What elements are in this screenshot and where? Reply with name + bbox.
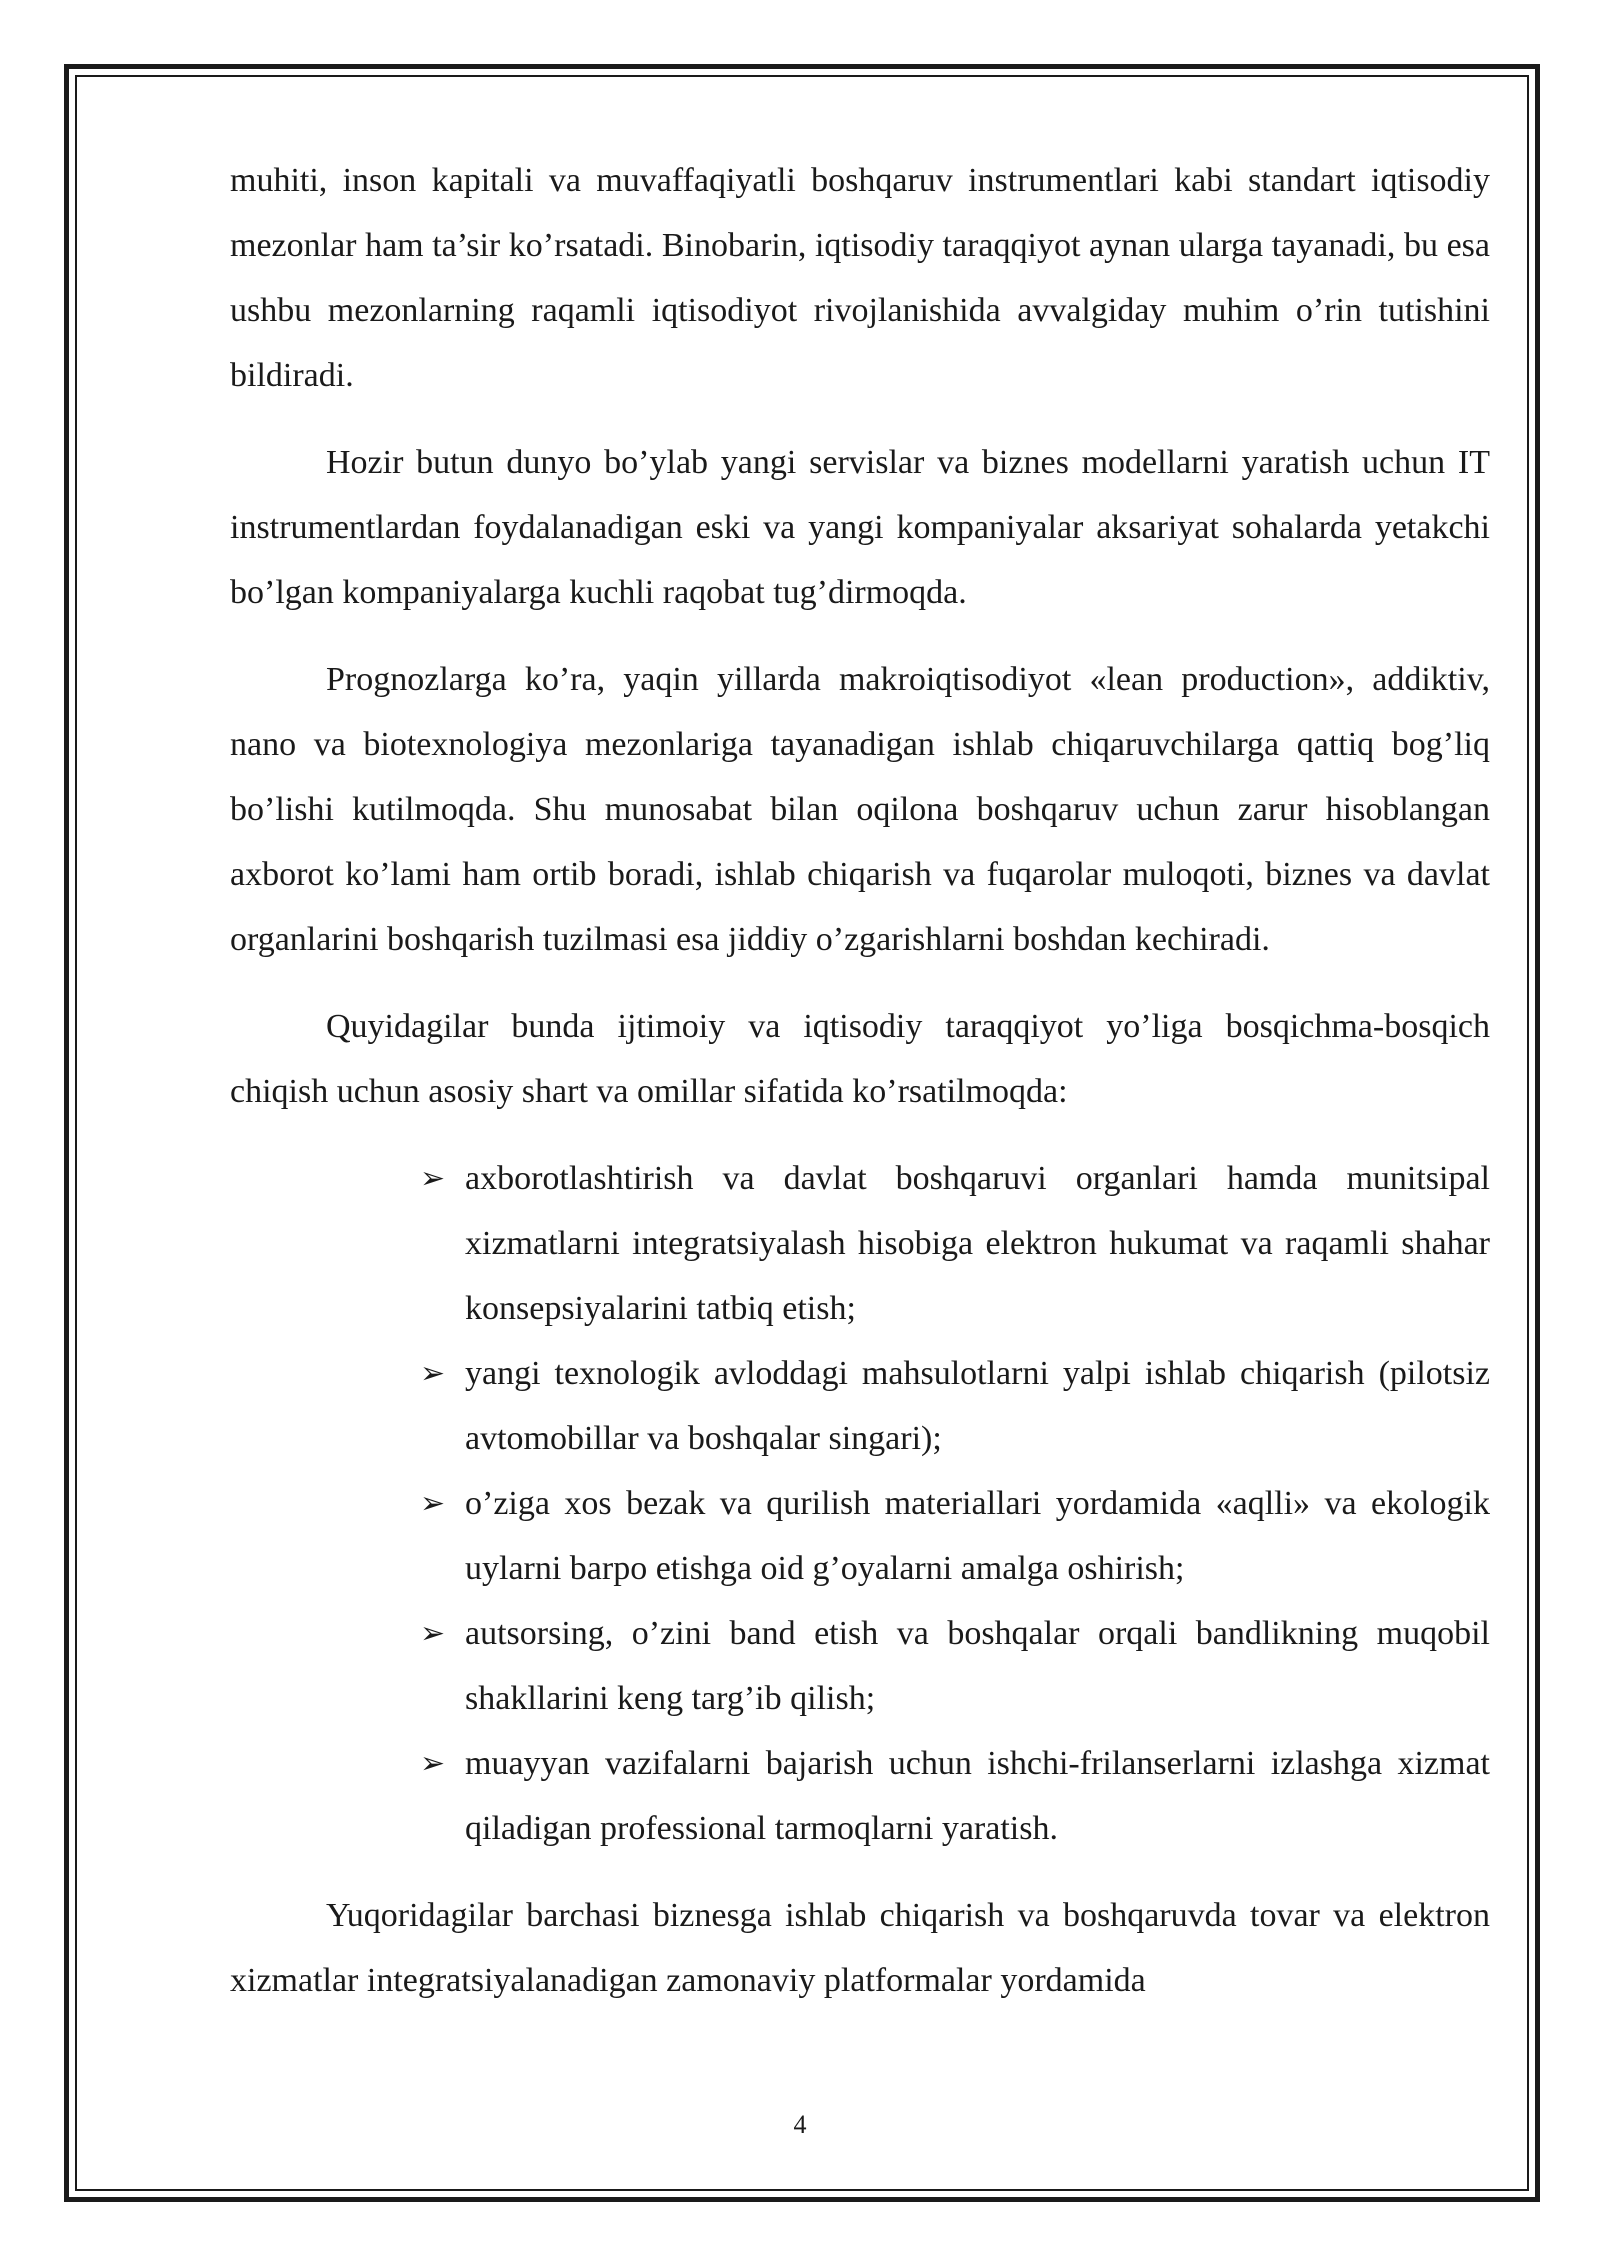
document-body [230, 148, 1490, 2035]
arrow-bullet-icon: ➢ [420, 1356, 446, 1391]
paragraph-conditions-intro: Quyidagilar bunda ijtimoiy va iqtisodiy taraqqiyot yo’liga bosqichma-bosqich chiqish uchun asosiy shart va omillar sifatida ko’rsatilmoqda: [230, 1008, 1490, 1110]
list-item [422, 1341, 1490, 1471]
arrow-bullet-icon: ➢ [420, 1486, 446, 1521]
list-item-text: muayyan vazifalarni bajarish uchun ishchi-frilanserlarni izlashga xizmat qiladigan professional tarmoqlarni yaratish. [465, 1745, 1490, 1847]
arrow-bullet-icon: ➢ [420, 1616, 446, 1651]
arrow-bullet-icon: ➢ [420, 1161, 446, 1196]
page-number: 4 [793, 2110, 807, 2139]
paragraph-continuation: muhiti, inson kapitali va muvaffaqiyatli boshqaruv instrumentlari kabi standart iqtisodiy mezonlar ham ta’sir ko’rsatadi. Binobarin, iqtisodiy taraqqiyot aynan ularga tayanadi, bu esa ushbu mezonlarning raqamli iqtisodiyot rivojlanishida avvalgiday muhim o’rin tutishini bildiradi. [230, 162, 1490, 394]
arrow-bullet-icon: ➢ [420, 1746, 446, 1781]
list-item [422, 1146, 1490, 1341]
list-item-text: yangi texnologik avloddagi mahsulotlarni yalpi ishlab chiqarish (pilotsiz avtomobillar va boshqalar singari); [465, 1355, 1490, 1457]
paragraph-it-competition: Hozir butun dunyo bo’ylab yangi servislar va biznes modellarni yaratish uchun IT instrumentlardan foydalanadigan eski va yangi kompaniyalar aksariyat sohalarda yetakchi bo’lgan kompaniyalarga kuchli raqobat tug’dirmoqda. [230, 444, 1490, 611]
paragraph-closing: Yuqoridagilar barchasi biznesga ishlab chiqarish va boshqaruvda tovar va elektron xizmatlar integratsiyalanadigan zamonaviy platformalar yordamida [230, 1897, 1490, 1999]
list-item-text: o’ziga xos bezak va qurilish materiallari yordamida «aqlli» va ekologik uylarni barpo etishga oid g’oyalarni amalga oshirish; [465, 1485, 1490, 1587]
list-item [422, 1731, 1490, 1861]
list-item [422, 1471, 1490, 1601]
list-item-text: autsorsing, o’zini band etish va boshqalar orqali bandlikning muqobil shakllarini keng targ’ib qilish; [465, 1615, 1490, 1717]
list-item-text: axborotlashtirish va davlat boshqaruvi organlari hamda munitsipal xizmatlarni integratsiyalash hisobiga elektron hukumat va raqamli shahar konsepsiyalarini tatbiq etish; [465, 1160, 1490, 1327]
conditions-list [230, 1146, 1490, 1861]
paragraph-forecasts: Prognozlarga ko’ra, yaqin yillarda makroiqtisodiyot «lean production», addiktiv, nano va biotexnologiya mezonlariga tayanadigan ishlab chiqaruvchilarga qattiq bog’liq bo’lishi kutilmoqda. Shu munosabat bilan oqilona boshqaruv uchun zarur hisoblangan axborot ko’lami ham ortib boradi, ishlab chiqarish va fuqarolar muloqoti, biznes va davlat organlarini boshqarish tuzilmasi esa jiddiy o’zgarishlarni boshdan kechiradi. [230, 661, 1490, 958]
list-item [422, 1601, 1490, 1731]
